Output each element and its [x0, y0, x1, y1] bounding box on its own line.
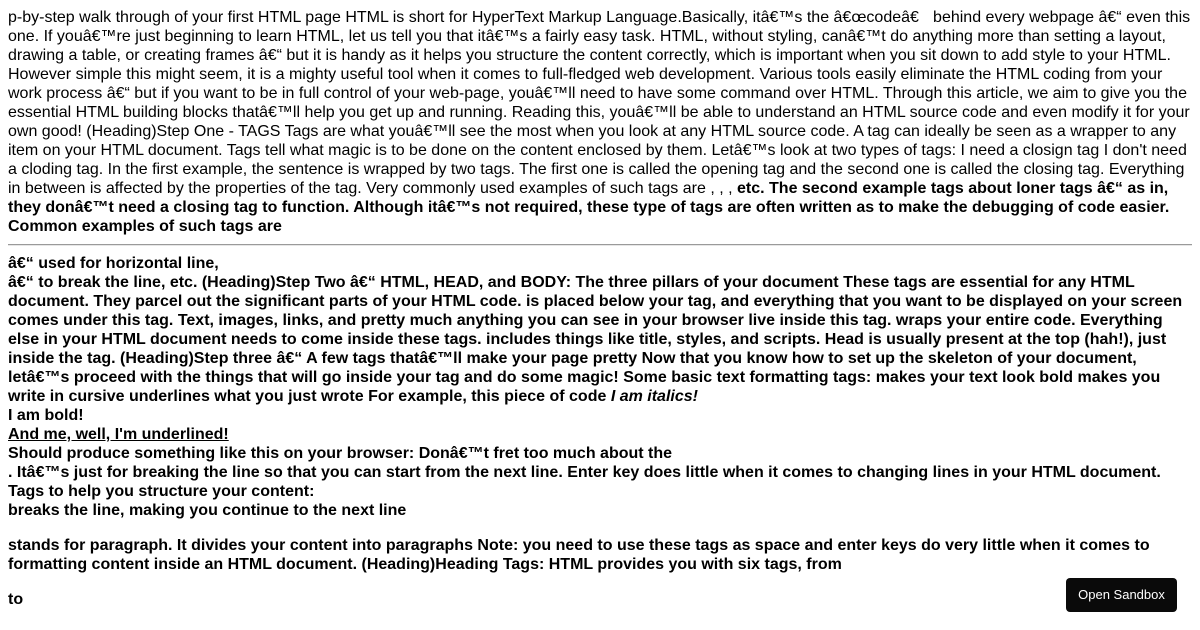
bold-example-line: I am bold! [8, 407, 84, 424]
italic-example: I am italics! [610, 388, 698, 405]
line-break-paragraph: . Itâ€™s just for breaking the line so that you can start from the next line. Enter key does little when it comes to changing lines in your HTML document. Tags to help you structure your content: [8, 464, 1161, 500]
intro-paragraph [8, 8, 1192, 236]
intro-bold-text: etc. The second example tags about loner tags â€“ as in, they donâ€™t need a closing tag to function. Although itâ€™s not required, these type of tags are often written as to make the debugging of code easier. Common examples of such tags are [8, 180, 1170, 235]
browser-output-line: Should produce something like this on your browser: Donâ€™t fret too much about the [8, 445, 673, 462]
br-description-line: breaks the line, making you continue to the next line [8, 502, 407, 519]
intro-plain-text: p-by-step walk through of your first HTML page HTML is short for HyperText Markup Language.Basically, itâ€™s the â€œcodeâ€ behind every webpage â€“ even this one. If youâ€™re just beginning to learn HTML, let us tell you that itâ€™s a fairly easy task. HTML, without styling, canâ€™t do anything more than setting a layout, drawing a table, or creating frames â€“ but it is handy as it helps you structure the content correctly, which is important when you sit down to add style to your HTML. However simple this might seem, it is a mighty useful tool when it comes to full-fledged web development. Various tools easily eliminate the HTML coding from your work process â€“ but if you want to be in full control of your web-page, youâ€™ll need to have some command over HTML. Through this article, we aim to give you the essential HTML building blocks thatâ€™ll help you get up and running. Reading this, youâ€™ll be able to understand an HTML source code and even modify it for your own good! (Heading)Step One - TAGS Tags are what youâ€™ll see the most when you look at any HTML source code. A tag can ideally be seen as a wrapper to any item on your HTML document. Tags tell what magic is to be done on the content enclosed by them. Letâ€™s look at two types of tags: I need a closign tag I don't need a cloding tag. In the first example, the sentence is wrapped by two tags. The first one is called the opening tag and the second one is called the closing tag. Everything in between is affected by the properties of the tag. Very commonly used examples of such tags are , , , [8, 9, 1191, 197]
hr-caption: â€“ used for horizontal line, [8, 255, 219, 272]
structure-text: â€“ to break the line, etc. (Heading)Step Two â€“ HTML, HEAD, and BODY: The three pillars of your document These tags are essential for any HTML document. They parcel out the significant parts of your HTML code. is placed below your tag, and everything that you want to be displayed on your screen comes under this tag. Text, images, links, and pretty much anything you can see in your browser live inside this tag. wraps your entire code. Everything else in your HTML document needs to come inside these tags. includes things like title, styles, and scripts. Head is usually present at the top (hah!), just inside the tag. (Heading)Step three â€“ A few tags thatâ€™ll make your page pretty Now that you know how to set up the skeleton of your document, letâ€™s proceed with the things that will go inside your tag and do some magic! Some basic text formatting tags: makes your text look bold makes you write in cursive underlines what you just wrote For example, this piece of code [8, 274, 1183, 405]
paragraph-gap-2 [8, 574, 1192, 590]
article-body [8, 8, 1192, 609]
open-sandbox-button[interactable]: Open Sandbox [1066, 578, 1177, 612]
structure-paragraph [8, 273, 1192, 406]
heading-range-to: to [8, 591, 24, 608]
horizontal-rule [8, 244, 1192, 246]
paragraph-tag-description: stands for paragraph. It divides your content into paragraphs Note: you need to use these tags as space and enter keys do very little when it comes to formatting content inside an HTML document. (Heading)Heading Tags: HTML provides you with six tags, from [8, 537, 1150, 573]
paragraph-gap [8, 520, 1192, 536]
underlined-example-line: And me, well, I'm underlined! [8, 426, 229, 443]
